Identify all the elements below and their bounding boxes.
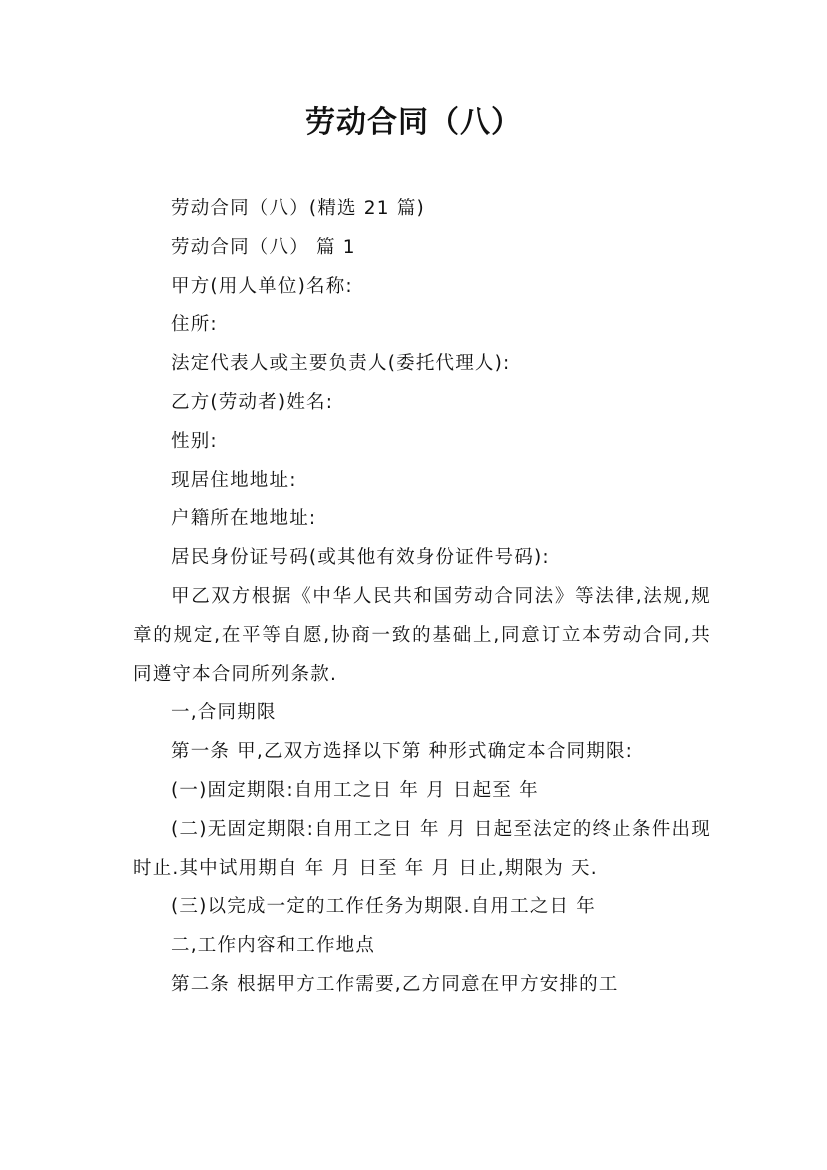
paragraph-fixed-term: (一)固定期限:自用工之日 年 月 日起至 年	[171, 779, 539, 801]
paragraph-article-2: 第二条 根据甲方工作需要,乙方同意在甲方安排的工	[171, 973, 619, 995]
paragraph-party-a-name: 甲方(用人单位)名称:	[171, 275, 353, 297]
paragraph-task-term: (三)以完成一定的工作任务为期限.自用工之日 年	[171, 896, 596, 918]
paragraph-open-term: (二)无固定期限:自用工之日 年 月 日起至法定的终止条件出现时止.其中试用期自 年 月 日至 年 月 日止,期限为 天.	[133, 818, 711, 879]
paragraph-address: 住所:	[171, 314, 218, 336]
paragraph-article-1: 第一条 甲,乙双方选择以下第 种形式确定本合同期限:	[171, 741, 634, 763]
paragraph-legal-representative: 法定代表人或主要负责人(委托代理人):	[171, 353, 511, 375]
paragraph-section-1-heading: 一,合同期限	[171, 702, 277, 724]
paragraph-party-b-name: 乙方(劳动者)姓名:	[171, 391, 334, 413]
paragraph-section-2-heading: 二,工作内容和工作地点	[171, 935, 376, 957]
paragraph-preamble: 甲乙双方根据《中华人民共和国劳动合同法》等法律,法规,规章的规定,在平等自愿,协商一致的基础上,同意订立本劳动合同,共同遵守本合同所列条款.	[133, 585, 711, 685]
paragraph-subtitle: 劳动合同（八）(精选 21 篇)	[171, 198, 425, 219]
paragraph-gender: 性别:	[171, 430, 218, 452]
paragraph-current-address: 现居住地地址:	[171, 469, 297, 491]
paragraph-section-heading: 劳动合同（八） 篇 1	[171, 236, 356, 258]
paragraph-household-address: 户籍所在地地址:	[171, 508, 317, 530]
document-body	[133, 190, 711, 1005]
document-title: 劳动合同（八）	[305, 105, 522, 140]
paragraph-id-number: 居民身份证号码(或其他有效身份证件号码):	[171, 547, 550, 569]
